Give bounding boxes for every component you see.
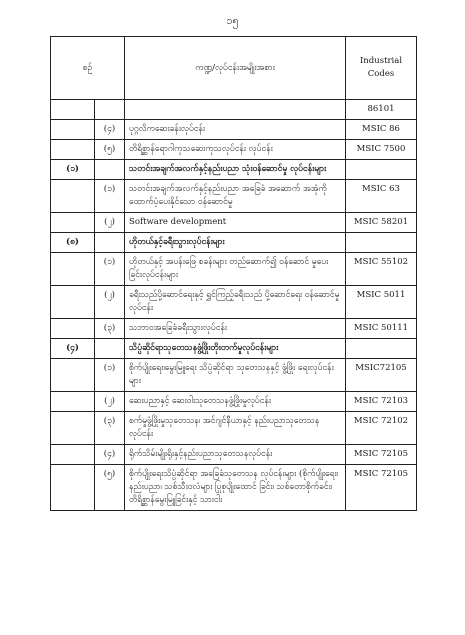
row-industrial-code: MSIC 63 — [346, 180, 417, 213]
row-activity: ဟိုတယ်နှင့် အပန်းဖြေ စခန်းများ တည်ဆောက်၍ ဝန်ဆောင် မှုပေးခြင်းလုပ်ငန်းများ — [125, 253, 346, 286]
row-section-number: (၈) — [51, 233, 95, 253]
row-industrial-code: MSIC 58201 — [346, 213, 417, 233]
row-section-number — [51, 100, 95, 120]
table-row — [51, 319, 417, 339]
row-sub-number: (၃) — [95, 319, 125, 339]
table-row — [51, 445, 417, 465]
page-number: ၁၅ — [226, 14, 239, 27]
table-row — [51, 213, 417, 233]
row-industrial-code — [346, 160, 417, 180]
row-section-number: (၄) — [51, 339, 95, 359]
row-section-number — [51, 412, 95, 445]
row-industrial-code: MSIC 72105 — [346, 445, 417, 465]
header-codes-line1: Industrial — [359, 56, 403, 66]
row-section-number — [51, 253, 95, 286]
row-activity: တိရိစ္ဆာန်ရောဂါကုသဆေးကုသလုပ်ငန်း လုပ်ငန်း — [125, 140, 346, 160]
row-sub-number: (၅) — [95, 465, 125, 511]
row-sub-number: (၁) — [95, 359, 125, 392]
row-section-number — [51, 445, 95, 465]
row-activity: သဘာဝအခြေခံခရီးသွားလုပ်ငန်း — [125, 319, 346, 339]
table-row — [51, 100, 417, 120]
row-activity: သတင်းအချက်အလက်နှင့်နည်းပညာ သုံးဝန်ဆောင်မှု လုပ်ငန်းများ — [125, 160, 346, 180]
table-row — [51, 233, 417, 253]
row-section-number — [51, 140, 95, 160]
row-sub-number: (၁) — [95, 253, 125, 286]
row-section-number — [51, 286, 95, 319]
row-activity: စိုက်ပျိုးရေး၊မွေးမြူရေး သိပ္ပံဆိုင်ရာ သုတေသနနှင့် ဖွံ့ဖြိုး ရေးလုပ်ငန်းများ — [125, 359, 346, 392]
row-sub-number: (၃) — [95, 412, 125, 445]
table-row — [51, 286, 417, 319]
header-activity: ကဏ္ဍ/လုပ်ငန်းအမျိုးအစား — [125, 37, 346, 100]
row-section-number — [51, 319, 95, 339]
table-row — [51, 392, 417, 412]
table-row — [51, 180, 417, 213]
row-industrial-code — [346, 233, 417, 253]
table-row — [51, 465, 417, 511]
row-section-number — [51, 180, 95, 213]
table-row — [51, 160, 417, 180]
table-row — [51, 140, 417, 160]
row-industrial-code: MSIC 72105 — [346, 465, 417, 511]
row-industrial-code: 86101 — [346, 100, 417, 120]
row-activity: ဆေးပညာနှင့် ဆေးဝါးသုတေသနဖွံ့ဖြိုးမှုလုပ်ငန်း — [125, 392, 346, 412]
row-section-number — [51, 359, 95, 392]
row-sub-number: (၂) — [95, 213, 125, 233]
industrial-codes-table — [50, 36, 417, 511]
row-activity: ပုဂ္ဂလိကဆေးခန်းလုပ်ငန်း — [125, 120, 346, 140]
row-section-number — [51, 120, 95, 140]
row-sub-number: (၂) — [95, 286, 125, 319]
row-sub-number: (၂) — [95, 392, 125, 412]
row-industrial-code: MSIC 50111 — [346, 319, 417, 339]
header-industrial-codes — [346, 37, 417, 100]
row-industrial-code: MSIC72105 — [346, 359, 417, 392]
row-activity: စက်မှုဖွံ့ဖြိုးမှုသုတေသန၊ အင်ဂျင်နီယာနှင့် နည်းပညာသုတေသနလုပ်ငန်း — [125, 412, 346, 445]
row-activity — [125, 100, 346, 120]
row-activity: သတင်းအချက်အလက်နှင့်နည်းပညာ အခြေခံ အဆောက် အအုံကို ထောက်ပံ့ပေးနိုင်သော ဝန်ဆောင်မှု — [125, 180, 346, 213]
table-row — [51, 412, 417, 445]
table-row — [51, 359, 417, 392]
table-row — [51, 339, 417, 359]
header-no: စဉ် — [51, 37, 125, 100]
row-sub-number: (၄) — [95, 445, 125, 465]
row-section-number — [51, 213, 95, 233]
row-industrial-code: MSIC 55102 — [346, 253, 417, 286]
row-sub-number: (၅) — [95, 140, 125, 160]
table-row — [51, 120, 417, 140]
row-section-number: (၁) — [51, 160, 95, 180]
row-industrial-code: MSIC 5011 — [346, 286, 417, 319]
table-row — [51, 253, 417, 286]
row-activity: ဟိုတယ်နှင့်ခရီးသွားလုပ်ငန်းများ — [125, 233, 346, 253]
row-sub-number — [95, 100, 125, 120]
row-industrial-code: MSIC 7500 — [346, 140, 417, 160]
row-section-number — [51, 392, 95, 412]
row-industrial-code: MSIC 86 — [346, 120, 417, 140]
table-header-row — [51, 37, 417, 100]
row-sub-number — [95, 233, 125, 253]
row-activity: Software development — [125, 213, 346, 233]
row-industrial-code — [346, 339, 417, 359]
table-body — [51, 100, 417, 511]
row-activity: ခရီးသည်ပို့ဆောင်ရေးနှင့် ရွှင်ကြည့်ခရီးသည် ပို့ဆောင်ရေး ဝန်ဆောင်မှုလုပ်ငန်း — [125, 286, 346, 319]
row-industrial-code: MSIC 72103 — [346, 392, 417, 412]
row-activity: စိုက်ပျိုးရေးသိပ္ပံဆိုင်ရာ အခြေခံသုတေသန လုပ်ငန်းများ (စိုက်ပျိုးရေး၊ နည်းပညာ၊ သစ်သီးဝလံများ ပြုစုပျိုးထောင် ခြင်း၊ သစ်တောစိုက်ခင်း၊ တိရိစ္ဆာန်မွေးမြူခြင်းနှင့် သားငါး — [125, 465, 346, 511]
row-sub-number — [95, 339, 125, 359]
row-activity: သိပ္ပံဆိုင်ရာသုတေသနဖွံ့ဖြိုးတိုးတက်မှုလုပ်ငန်းများ — [125, 339, 346, 359]
row-activity: ရိုက်သိမ်းမျိုးရိုးနှင့်နည်းပညာသုတေသနလုပ်ငန်း — [125, 445, 346, 465]
row-sub-number: (၁) — [95, 180, 125, 213]
row-industrial-code: MSIC 72102 — [346, 412, 417, 445]
header-codes-line2: Codes — [367, 69, 395, 79]
row-sub-number — [95, 160, 125, 180]
row-sub-number: (၄) — [95, 120, 125, 140]
row-section-number — [51, 465, 95, 511]
